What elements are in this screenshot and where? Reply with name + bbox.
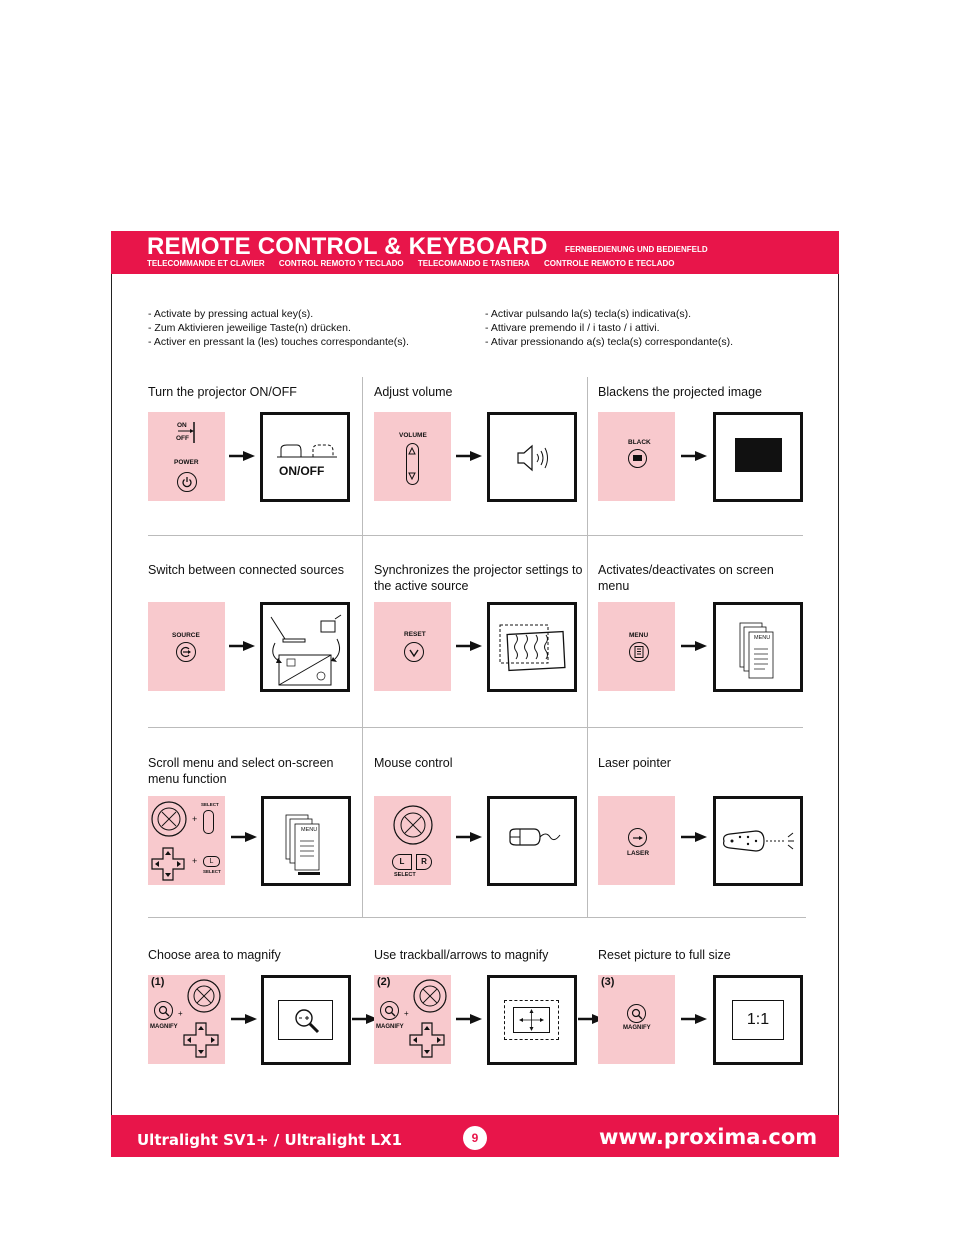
full-size-label: 1:1 (732, 1000, 784, 1040)
mouse-left-button[interactable]: L (392, 854, 412, 870)
volume-rocker[interactable] (406, 443, 419, 485)
caption-mag1: Choose area to magnify (148, 948, 281, 962)
key-laser-label: LASER (627, 850, 650, 857)
caption-source: Switch between connected sources (148, 563, 344, 577)
plus-sign: + (404, 1009, 409, 1018)
zoom-window (513, 1007, 550, 1033)
screen-mag1 (261, 975, 351, 1065)
step-number: (3) (601, 976, 615, 988)
arrow-icon (681, 451, 707, 461)
projector-icon (277, 441, 337, 461)
subtitle-it: TELECOMANDO E TASTIERA (417, 259, 530, 268)
trackball-icon[interactable] (186, 978, 222, 1014)
divider (362, 377, 363, 917)
move-arrows-icon (514, 1008, 549, 1032)
arrow-icon (456, 451, 482, 461)
intro-right (485, 307, 733, 349)
laser-button[interactable] (628, 828, 647, 847)
plus-sign: + (192, 856, 198, 866)
source-button[interactable] (176, 642, 196, 662)
screen-mouse (487, 796, 577, 886)
key-panel-volume (374, 412, 451, 501)
arrow-icon (229, 641, 255, 651)
key-panel-mag2 (374, 975, 451, 1064)
menu-page-label: MENU (301, 827, 318, 833)
laser-pointer-icon (720, 827, 798, 855)
screen-scroll (261, 796, 351, 886)
blank-screen-icon (633, 455, 642, 463)
on-off-label: ON/OFF (279, 464, 325, 478)
intro-line: - Activar pulsando la(s) tecla(s) indicativa(s). (485, 308, 691, 320)
mouse-icon (506, 827, 562, 855)
black-button[interactable] (628, 449, 647, 468)
arrow-icon (231, 1014, 257, 1024)
key-panel-mag1 (148, 975, 225, 1064)
key-menu-label: MENU (629, 632, 649, 639)
trackball-icon[interactable] (392, 804, 434, 846)
key-panel-menu (598, 602, 675, 691)
screen-power (260, 412, 350, 502)
step-number: (1) (151, 976, 165, 988)
plus-sign: + (192, 814, 198, 824)
magnifier-icon (293, 1007, 321, 1035)
mouse-right-button[interactable]: R (416, 854, 432, 870)
arrow-icon (681, 641, 707, 651)
select-label: SELECT (394, 872, 416, 878)
step-number: (2) (377, 976, 391, 988)
website-url: www.proxima.com (599, 1125, 818, 1149)
key-panel-black (598, 412, 675, 501)
screen-mag2 (487, 975, 577, 1065)
menu-pages-icon (284, 811, 324, 875)
menu-pages-icon (738, 619, 778, 679)
screen-menu (713, 602, 803, 692)
screen-mag3 (713, 975, 803, 1065)
magnifier-icon (631, 1008, 643, 1020)
reset-button[interactable] (404, 642, 424, 662)
zoom-area (504, 1000, 559, 1040)
magnifier-icon (158, 1005, 170, 1017)
arrow-icon (231, 832, 257, 842)
key-magnify-label: MAGNIFY (376, 1024, 404, 1030)
select-label: SELECT (201, 802, 219, 807)
subtitle-fr: TELECOMMANDE ET CLAVIER (147, 259, 265, 268)
magnify-button[interactable] (627, 1004, 646, 1023)
menu-button[interactable] (629, 642, 649, 662)
image-frame (278, 1000, 333, 1040)
menu-page-label: MENU (754, 635, 771, 641)
intro-line: - Ativar pressionando a(s) tecla(s) correspondante(s). (485, 336, 734, 348)
key-magnify-label: MAGNIFY (150, 1024, 178, 1030)
intro-line: - Attivare premendo il / i tasto / i attivi. (485, 322, 660, 334)
key-volume-label: VOLUME (399, 432, 427, 439)
page-title: REMOTE CONTROL & KEYBOARD (147, 233, 548, 260)
key-panel-reset (374, 602, 451, 691)
select-key[interactable] (203, 810, 214, 834)
menu-list-icon (634, 646, 644, 658)
power-button[interactable] (177, 472, 197, 492)
key-panel-laser (598, 796, 675, 885)
speaker-icon (514, 443, 554, 473)
source-icon (180, 646, 192, 658)
arrow-icon (456, 641, 482, 651)
intro-line: - Activate by pressing actual key(s). (148, 308, 314, 320)
subtitle-list (147, 259, 686, 268)
trackball-icon[interactable] (150, 800, 188, 838)
caption-volume: Adjust volume (374, 385, 453, 399)
power-icon (181, 476, 193, 488)
dpad-icon[interactable] (182, 1021, 220, 1059)
caption-mag3: Reset picture to full size (598, 948, 731, 962)
intro-line: - Zum Aktivieren jeweilige Taste(n) drücken. (148, 322, 351, 334)
dpad-icon[interactable] (150, 846, 186, 882)
model-name: Ultralight SV1+ / Ultralight LX1 (137, 1131, 403, 1149)
left-key[interactable]: L (203, 856, 220, 867)
intro-left (148, 307, 409, 349)
screen-reset (487, 602, 577, 692)
caption-menu: Activates/deactivates on screen menu (598, 563, 774, 593)
screen-black (713, 412, 803, 502)
screen-volume (487, 412, 577, 502)
screen-source (260, 602, 350, 692)
subtitle-pt: CONTROLE REMOTO E TECLADO (543, 259, 675, 268)
footer-bar (111, 1115, 839, 1157)
key-reset-label: RESET (404, 631, 426, 638)
key-on-label: ON (177, 422, 187, 429)
subtitle-es: CONTROL REMOTO Y TECLADO (278, 259, 404, 268)
caption-power: Turn the projector ON/OFF (148, 385, 297, 399)
subtitle-de: FERNBEDIENUNG UND BEDIENFELD (565, 245, 708, 254)
key-panel-mag3 (598, 975, 675, 1064)
arrow-icon (681, 1014, 707, 1024)
volume-arrows-icon (407, 444, 417, 483)
arrow-icon (456, 832, 482, 842)
sync-image-icon (498, 623, 568, 673)
caption-mag2: Use trackball/arrows to magnify (374, 948, 549, 962)
trackball-icon[interactable] (412, 978, 448, 1014)
screen-laser (713, 796, 803, 886)
header-bar (111, 231, 839, 274)
divider (587, 377, 588, 917)
divider (148, 535, 803, 536)
intro-line: - Activer en pressant la (les) touches correspondante(s). (148, 336, 409, 348)
key-source-label: SOURCE (172, 632, 200, 639)
key-off-label: OFF (176, 435, 189, 442)
arrow-icon (229, 451, 255, 461)
divider (148, 917, 806, 918)
black-image (735, 438, 782, 472)
arrow-icon (681, 832, 707, 842)
magnify-button[interactable] (154, 1001, 173, 1020)
caption-mouse: Mouse control (374, 756, 453, 770)
caption-black: Blackens the projected image (598, 385, 762, 399)
arrow-icon (456, 1014, 482, 1024)
caption-scroll: Scroll menu and select on-screen menu function (148, 756, 334, 786)
page-number: 9 (463, 1126, 487, 1150)
magnifier-icon (384, 1005, 396, 1017)
laser-arrow-icon (633, 834, 643, 842)
key-power-label: POWER (174, 459, 199, 466)
key-magnify-label: MAGNIFY (623, 1025, 651, 1031)
key-panel-mouse (374, 796, 451, 885)
switch-icon (176, 421, 200, 445)
caption-reset: Synchronizes the projector settings to the active source (374, 563, 583, 593)
plus-sign: + (178, 1009, 183, 1018)
select-label: SELECT (203, 869, 221, 874)
key-panel-source (148, 602, 225, 691)
reset-icon (408, 646, 420, 658)
dpad-icon[interactable] (408, 1021, 446, 1059)
magnify-button[interactable] (380, 1001, 399, 1020)
caption-laser: Laser pointer (598, 756, 671, 770)
key-black-label: BLACK (628, 439, 651, 446)
divider (148, 727, 803, 728)
key-panel-scroll (148, 796, 225, 885)
key-panel-power (148, 412, 225, 501)
sources-icon (265, 607, 345, 687)
